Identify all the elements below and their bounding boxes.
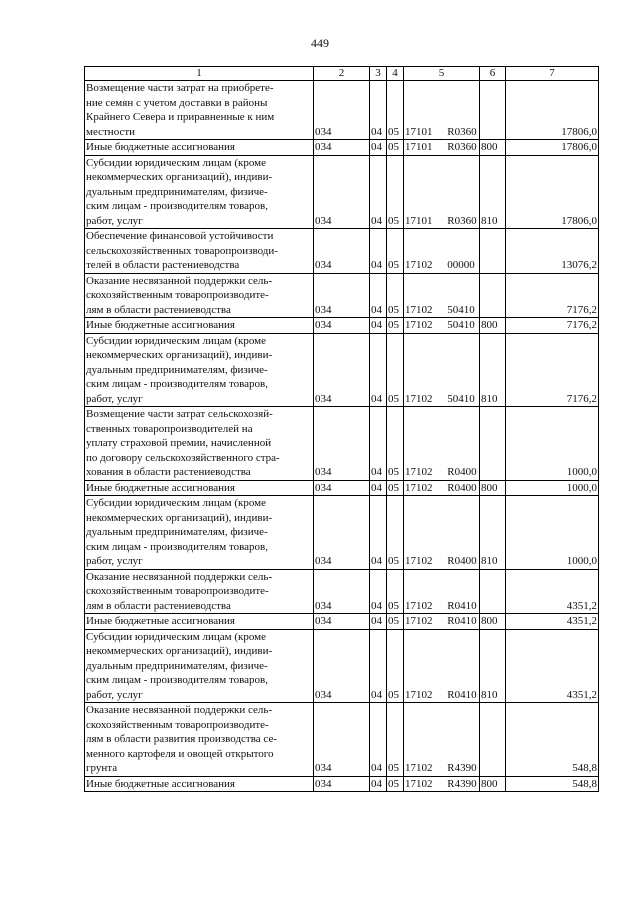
cell-target-code: 17102 00000: [404, 229, 480, 274]
table-row: [85, 569, 599, 614]
cell-amount: 4351,2: [506, 569, 599, 614]
item-name: Оказание несвязанной поддержки сель- скохозяйственным товаропроизводите- лям в области развития производства се- менного картофеля и овощей открытого грунта: [85, 703, 314, 777]
cell-amount: 1000,0: [506, 480, 599, 496]
header-cell: 3: [370, 67, 387, 81]
cell-subsection-code: 05: [387, 480, 404, 496]
cell-ministry-code: 034: [314, 318, 370, 334]
item-name: Иные бюджетные ассигнования: [85, 776, 314, 792]
cell-section-code: 04: [370, 333, 387, 407]
cell-ministry-code: 034: [314, 273, 370, 318]
cell-ministry-code: 034: [314, 703, 370, 777]
cell-amount: 1000,0: [506, 496, 599, 570]
cell-target-code: 17102 50410: [404, 273, 480, 318]
cell-expense-type: 800: [480, 614, 506, 630]
cell-subsection-code: 05: [387, 614, 404, 630]
cell-target-code: 17102 R0400: [404, 480, 480, 496]
item-name: Оказание несвязанной поддержки сель- скохозяйственным товаропроизводите- лям в области растениеводства: [85, 569, 314, 614]
cell-subsection-code: 05: [387, 155, 404, 229]
cell-expense-type: [480, 407, 506, 481]
cell-expense-type: 800: [480, 140, 506, 156]
cell-amount: 17806,0: [506, 81, 599, 140]
item-name: Иные бюджетные ассигнования: [85, 614, 314, 630]
cell-section-code: 04: [370, 569, 387, 614]
cell-target-code: 17102 R0410: [404, 614, 480, 630]
cell-section-code: 04: [370, 140, 387, 156]
cell-amount: 17806,0: [506, 140, 599, 156]
cell-amount: 4351,2: [506, 629, 599, 703]
cell-section-code: 04: [370, 318, 387, 334]
cell-amount: 17806,0: [506, 155, 599, 229]
table-row: [85, 333, 599, 407]
cell-expense-type: 810: [480, 155, 506, 229]
cell-expense-type: [480, 229, 506, 274]
cell-target-code: 17102 R0400: [404, 496, 480, 570]
header-cell: 1: [85, 67, 314, 81]
table-row: [85, 496, 599, 570]
cell-target-code: 17102 R0400: [404, 407, 480, 481]
cell-subsection-code: 05: [387, 703, 404, 777]
cell-target-code: 17102 50410: [404, 318, 480, 334]
cell-target-code: 17101 R0360: [404, 81, 480, 140]
cell-ministry-code: 034: [314, 155, 370, 229]
cell-ministry-code: 034: [314, 776, 370, 792]
cell-subsection-code: 05: [387, 333, 404, 407]
cell-subsection-code: 05: [387, 629, 404, 703]
cell-subsection-code: 05: [387, 776, 404, 792]
item-name: Субсидии юридическим лицам (кроме некоммерческих организаций), индиви- дуальным предпринимателям, физиче- ским лицам - производителям товаров, работ, услуг: [85, 629, 314, 703]
cell-expense-type: 800: [480, 776, 506, 792]
cell-subsection-code: 05: [387, 229, 404, 274]
table-row: [85, 140, 599, 156]
cell-section-code: 04: [370, 480, 387, 496]
cell-expense-type: [480, 273, 506, 318]
cell-expense-type: [480, 81, 506, 140]
cell-expense-type: [480, 569, 506, 614]
cell-ministry-code: 034: [314, 333, 370, 407]
item-name: Иные бюджетные ассигнования: [85, 480, 314, 496]
cell-amount: 7176,2: [506, 273, 599, 318]
table-row: [85, 81, 599, 140]
cell-section-code: 04: [370, 629, 387, 703]
item-name: Субсидии юридическим лицам (кроме некоммерческих организаций), индиви- дуальным предпринимателям, физиче- ским лицам - производителям товаров, работ, услуг: [85, 333, 314, 407]
cell-amount: 548,8: [506, 776, 599, 792]
cell-ministry-code: 034: [314, 229, 370, 274]
cell-target-code: 17101 R0360: [404, 155, 480, 229]
page-number: 449: [311, 36, 329, 50]
cell-amount: 1000,0: [506, 407, 599, 481]
cell-section-code: 04: [370, 496, 387, 570]
item-name: Оказание несвязанной поддержки сель- скохозяйственным товаропроизводите- лям в области растениеводства: [85, 273, 314, 318]
table-row: [85, 614, 599, 630]
cell-ministry-code: 034: [314, 407, 370, 481]
table-row: [85, 776, 599, 792]
item-name: Субсидии юридическим лицам (кроме некоммерческих организаций), индиви- дуальным предпринимателям, физиче- ским лицам - производителям товаров, работ, услуг: [85, 155, 314, 229]
cell-subsection-code: 05: [387, 140, 404, 156]
cell-ministry-code: 034: [314, 569, 370, 614]
cell-expense-type: 810: [480, 629, 506, 703]
cell-target-code: 17101 R0360: [404, 140, 480, 156]
table-body: [85, 81, 599, 792]
cell-section-code: 04: [370, 614, 387, 630]
table-row: [85, 318, 599, 334]
cell-section-code: 04: [370, 407, 387, 481]
cell-target-code: 17102 R4390: [404, 703, 480, 777]
budget-table: [84, 66, 599, 792]
cell-section-code: 04: [370, 81, 387, 140]
cell-target-code: 17102 R0410: [404, 629, 480, 703]
cell-subsection-code: 05: [387, 273, 404, 318]
cell-subsection-code: 05: [387, 496, 404, 570]
header-cell: 5: [404, 67, 480, 81]
cell-subsection-code: 05: [387, 407, 404, 481]
cell-amount: 7176,2: [506, 333, 599, 407]
cell-ministry-code: 034: [314, 480, 370, 496]
cell-subsection-code: 05: [387, 569, 404, 614]
table-row: [85, 155, 599, 229]
cell-subsection-code: 05: [387, 318, 404, 334]
item-name: Субсидии юридическим лицам (кроме некоммерческих организаций), индиви- дуальным предпринимателям, физиче- ским лицам - производителям товаров, работ, услуг: [85, 496, 314, 570]
table-row: [85, 480, 599, 496]
header-cell: 7: [506, 67, 599, 81]
cell-expense-type: 810: [480, 496, 506, 570]
item-name: Иные бюджетные ассигнования: [85, 140, 314, 156]
item-name: Обеспечение финансовой устойчивости сельскохозяйственных товаропроизводи- телей в области растениеводства: [85, 229, 314, 274]
cell-subsection-code: 05: [387, 81, 404, 140]
cell-expense-type: 810: [480, 333, 506, 407]
cell-amount: 13076,2: [506, 229, 599, 274]
table-row: [85, 273, 599, 318]
cell-ministry-code: 034: [314, 140, 370, 156]
header-cell: 6: [480, 67, 506, 81]
cell-ministry-code: 034: [314, 81, 370, 140]
cell-target-code: 17102 R0410: [404, 569, 480, 614]
cell-section-code: 04: [370, 229, 387, 274]
cell-section-code: 04: [370, 703, 387, 777]
cell-amount: 548,8: [506, 703, 599, 777]
cell-expense-type: [480, 703, 506, 777]
cell-section-code: 04: [370, 273, 387, 318]
cell-amount: 4351,2: [506, 614, 599, 630]
header-row: [85, 67, 599, 81]
header-cell: 4: [387, 67, 404, 81]
item-name: Иные бюджетные ассигнования: [85, 318, 314, 334]
item-name: Возмещение части затрат сельскохозяй- ственных товаропроизводителей на уплату страховой премии, начисленной по договору сельскохозяйственного стра- хования в области растениеводства: [85, 407, 314, 481]
cell-target-code: 17102 50410: [404, 333, 480, 407]
cell-target-code: 17102 R4390: [404, 776, 480, 792]
cell-expense-type: 800: [480, 318, 506, 334]
table-row: [85, 629, 599, 703]
cell-section-code: 04: [370, 155, 387, 229]
table-row: [85, 703, 599, 777]
cell-ministry-code: 034: [314, 629, 370, 703]
table-row: [85, 407, 599, 481]
cell-ministry-code: 034: [314, 614, 370, 630]
cell-ministry-code: 034: [314, 496, 370, 570]
item-name: Возмещение части затрат на приобрете- ние семян с учетом доставки в районы Крайнего Севера и приравненные к ним местности: [85, 81, 314, 140]
header-cell: 2: [314, 67, 370, 81]
cell-section-code: 04: [370, 776, 387, 792]
cell-amount: 7176,2: [506, 318, 599, 334]
table-row: [85, 229, 599, 274]
cell-expense-type: 800: [480, 480, 506, 496]
